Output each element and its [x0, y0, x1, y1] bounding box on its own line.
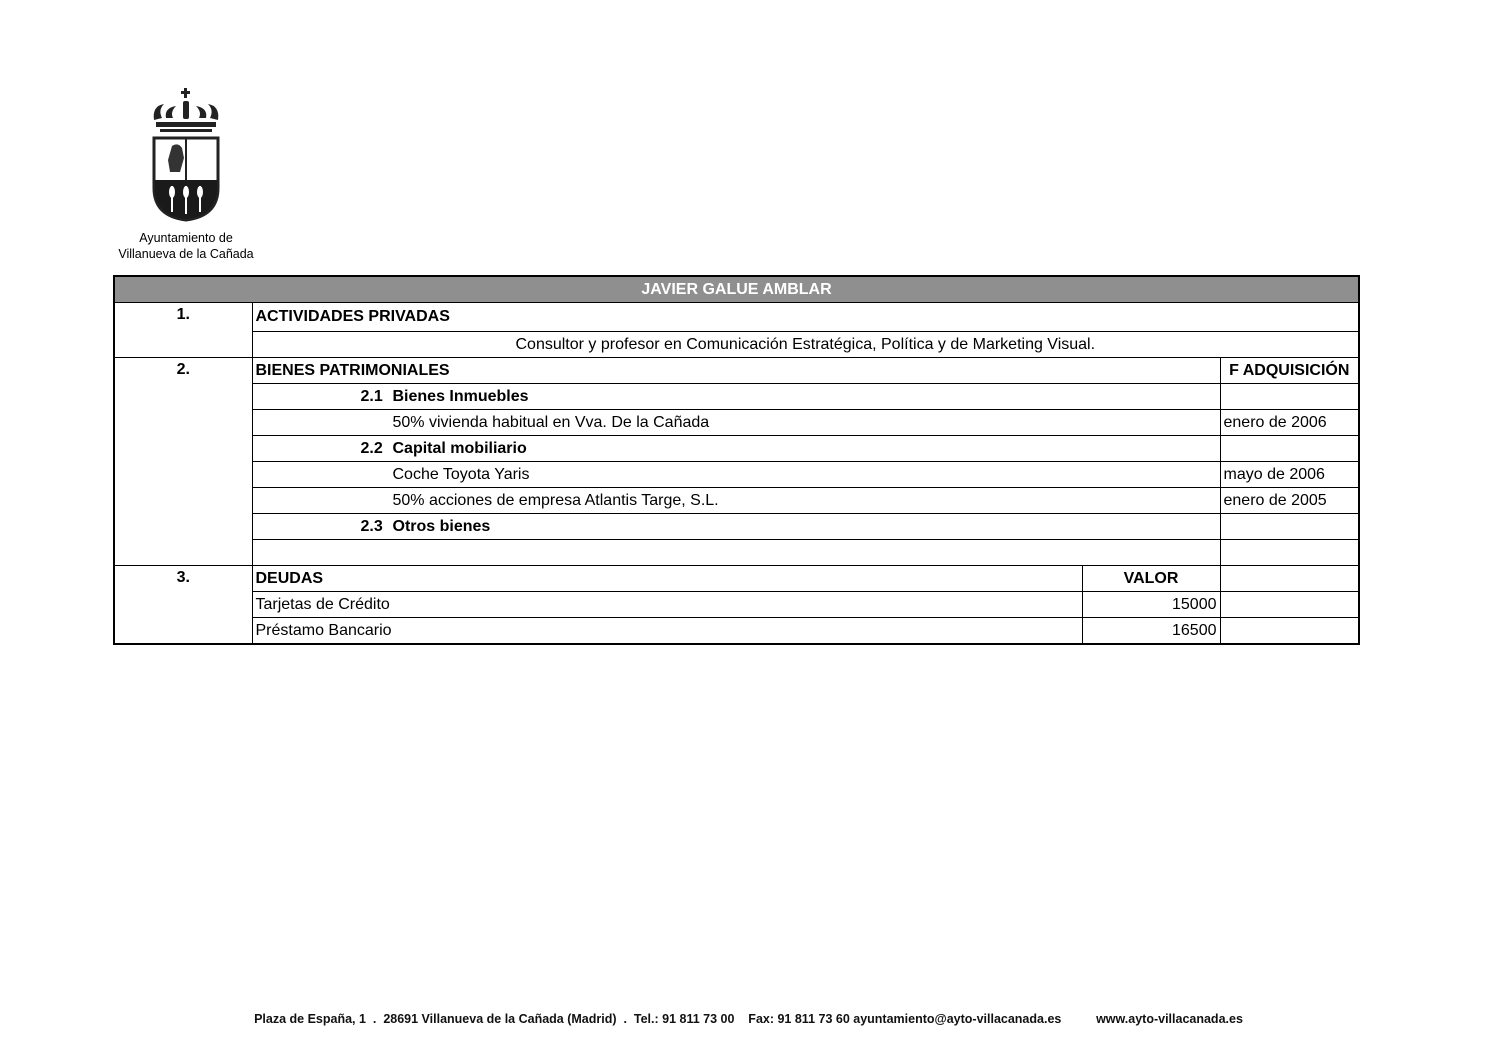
asset-row — [114, 488, 1359, 514]
debt-row — [114, 592, 1359, 618]
table-title-row — [114, 276, 1359, 303]
asset-declaration-table — [113, 275, 1360, 645]
debt-row — [114, 618, 1359, 645]
section-2-heading: BIENES PATRIMONIALES — [252, 358, 1220, 384]
empty-cell — [1220, 384, 1359, 410]
subsection-heading — [252, 384, 1220, 410]
empty-cell — [252, 540, 1220, 566]
empty-cell — [1220, 592, 1359, 618]
asset-date: mayo de 2006 — [1220, 462, 1359, 488]
debt-description: Préstamo Bancario — [252, 618, 1082, 645]
subsection-row — [114, 384, 1359, 410]
asset-row — [114, 410, 1359, 436]
section-1-text-row — [114, 332, 1359, 358]
empty-row — [114, 540, 1359, 566]
empty-cell — [1220, 436, 1359, 462]
section-2-row — [114, 358, 1359, 384]
asset-row — [114, 462, 1359, 488]
subsection-label: Bienes Inmuebles — [392, 387, 529, 405]
logo-text-line1: Ayuntamiento de — [139, 231, 233, 245]
coat-of-arms-icon — [148, 88, 224, 222]
asset-date: enero de 2005 — [1220, 488, 1359, 514]
subsection-number: 2.2 — [360, 439, 383, 457]
empty-cell — [1220, 540, 1359, 566]
empty-cell — [1220, 566, 1359, 592]
subsection-label: Otros bienes — [392, 517, 491, 535]
subsection-heading — [252, 436, 1220, 462]
section-3-number: 3. — [114, 566, 252, 645]
declarant-name: JAVIER GALUE AMBLAR — [114, 276, 1359, 303]
debt-value: 15000 — [1082, 592, 1220, 618]
section-1-number: 1. — [114, 303, 252, 358]
logo-text-line2: Villanueva de la Cañada — [118, 247, 254, 261]
municipal-logo — [112, 88, 260, 262]
subsection-label: Capital mobiliario — [392, 439, 527, 457]
asset-description: 50% acciones de empresa Atlantis Targe, S.L. — [252, 488, 1220, 514]
empty-cell — [1220, 618, 1359, 645]
subsection-row — [114, 436, 1359, 462]
debt-value: 16500 — [1082, 618, 1220, 645]
section-1-heading: ACTIVIDADES PRIVADAS — [252, 303, 1359, 332]
section-1-row — [114, 303, 1359, 332]
subsection-number: 2.1 — [360, 387, 383, 405]
footer-contact: Plaza de España, 1 . 28691 Villanueva de la Cañada (Madrid) . Tel.: 91 811 73 00 Fax: 91 811 73 60 ayuntamiento@ayto-villacanada.es www.ayto-villacanada.es — [254, 1012, 1243, 1026]
value-header: VALOR — [1082, 566, 1220, 592]
subsection-row — [114, 514, 1359, 540]
asset-description: Coche Toyota Yaris — [252, 462, 1220, 488]
empty-cell — [1220, 514, 1359, 540]
section-2-number: 2. — [114, 358, 252, 566]
subsection-heading — [252, 514, 1220, 540]
subsection-number: 2.3 — [360, 517, 383, 535]
private-activities-text: Consultor y profesor en Comunicación Estratégica, Política y de Marketing Visual. — [252, 332, 1359, 358]
debt-description: Tarjetas de Crédito — [252, 592, 1082, 618]
section-3-heading: DEUDAS — [252, 566, 1082, 592]
section-3-row — [114, 566, 1359, 592]
asset-date: enero de 2006 — [1220, 410, 1359, 436]
acquisition-date-header: F ADQUISICIÓN — [1220, 358, 1359, 384]
asset-description: 50% vivienda habitual en Vva. De la Cañada — [252, 410, 1220, 436]
